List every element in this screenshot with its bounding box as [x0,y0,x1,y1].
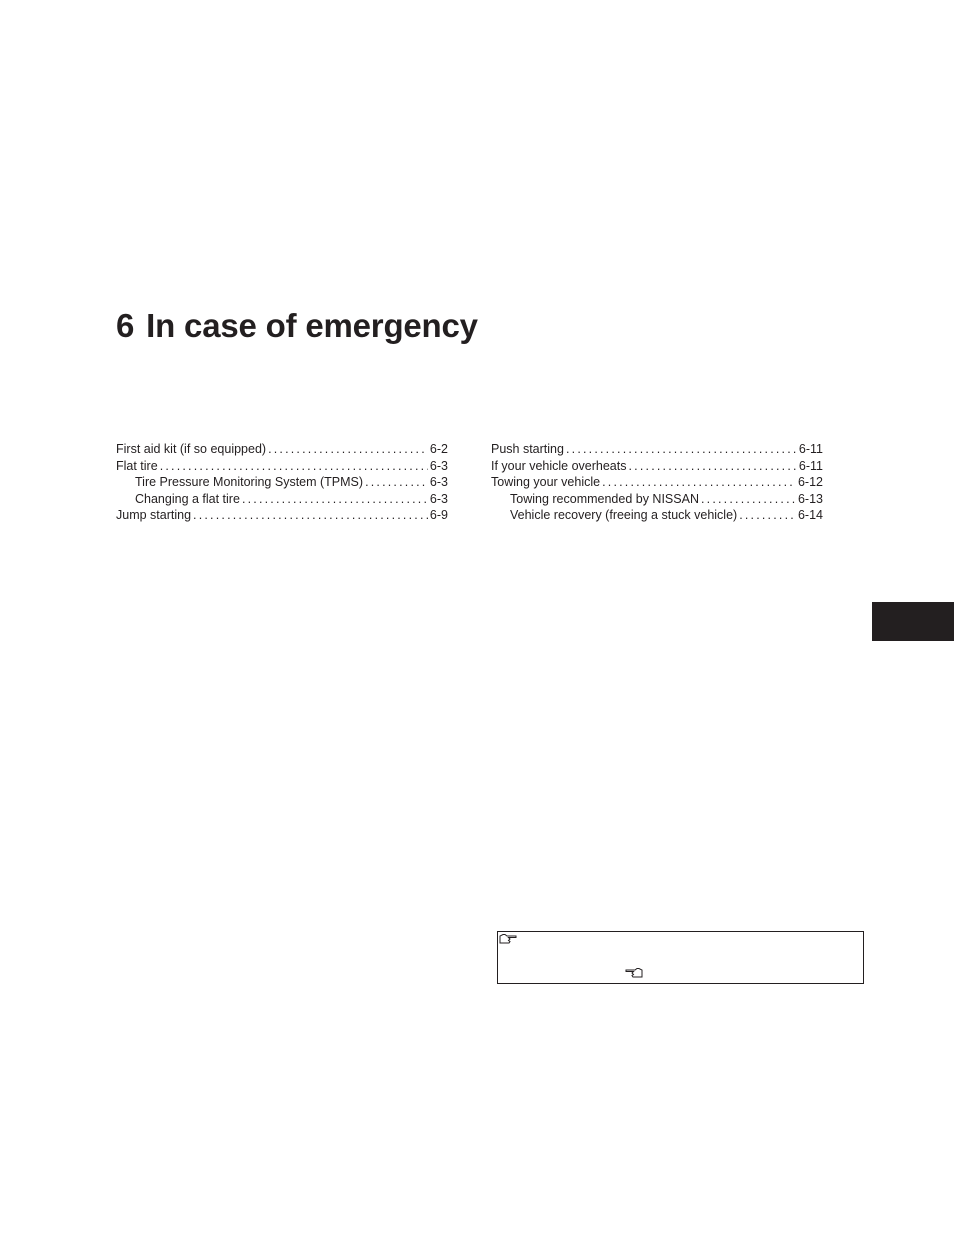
note-box [497,931,864,984]
toc-entry-label: Push starting [491,442,564,456]
chapter-title-text: In case of emergency [146,307,478,344]
toc-entry[interactable] [491,441,823,458]
toc-entry[interactable] [491,474,823,491]
toc-entry-page: 6-13 [797,491,823,506]
toc-leader-dots [629,458,797,475]
toc-right-column [491,441,823,524]
toc-entry-page: 6-11 [798,458,823,473]
toc-leader-dots [739,507,796,524]
toc-entry-label: Towing recommended by NISSAN [510,491,699,506]
toc-leader-dots [602,474,796,491]
toc-entry-page: 6-3 [429,491,448,506]
toc-entry-page: 6-3 [429,475,448,489]
pointing-hand-right-icon [499,933,517,945]
toc-leader-dots [365,474,428,491]
toc-entry-label: Tire Pressure Monitoring System (TPMS) [135,475,364,489]
toc-subentry[interactable] [116,474,448,491]
toc-entry-page: 6-12 [797,475,823,489]
toc-entry-label: Changing a flat tire [135,491,240,506]
toc-entry-label: Jump starting [116,508,192,522]
toc-leader-dots [160,458,428,475]
pointing-hand-left-icon [625,967,643,979]
toc-entry[interactable] [491,458,823,475]
toc-leader-dots [566,441,797,458]
chapter-number: 6 [116,307,135,344]
toc-entry-page: 6-14 [797,508,823,522]
toc-entry-label: If your vehicle overheats [491,458,627,473]
toc-leader-dots [193,507,428,524]
toc-entry[interactable] [116,458,448,475]
toc-entry-label: Flat tire [116,458,158,473]
toc-entry-label: First aid kit (if so equipped) [116,442,267,456]
toc-entry-page: 6-3 [429,458,448,473]
chapter-title [116,305,478,347]
toc-leader-dots [701,491,796,508]
toc-subentry[interactable] [491,491,823,508]
toc-leader-dots [242,491,428,508]
toc-entry[interactable] [116,441,448,458]
toc-entry[interactable] [116,507,448,524]
toc-entry-page: 6-9 [429,508,448,522]
toc-subentry[interactable] [116,491,448,508]
toc-subentry[interactable] [491,507,823,524]
toc-entry-page: 6-11 [798,442,823,456]
toc-left-column [116,441,448,524]
toc-entry-label: Vehicle recovery (freeing a stuck vehicle) [510,508,738,522]
chapter-thumb-tab [872,602,954,641]
toc-entry-page: 6-2 [429,442,448,456]
toc-entry-label: Towing your vehicle [491,475,601,489]
toc-leader-dots [268,441,428,458]
